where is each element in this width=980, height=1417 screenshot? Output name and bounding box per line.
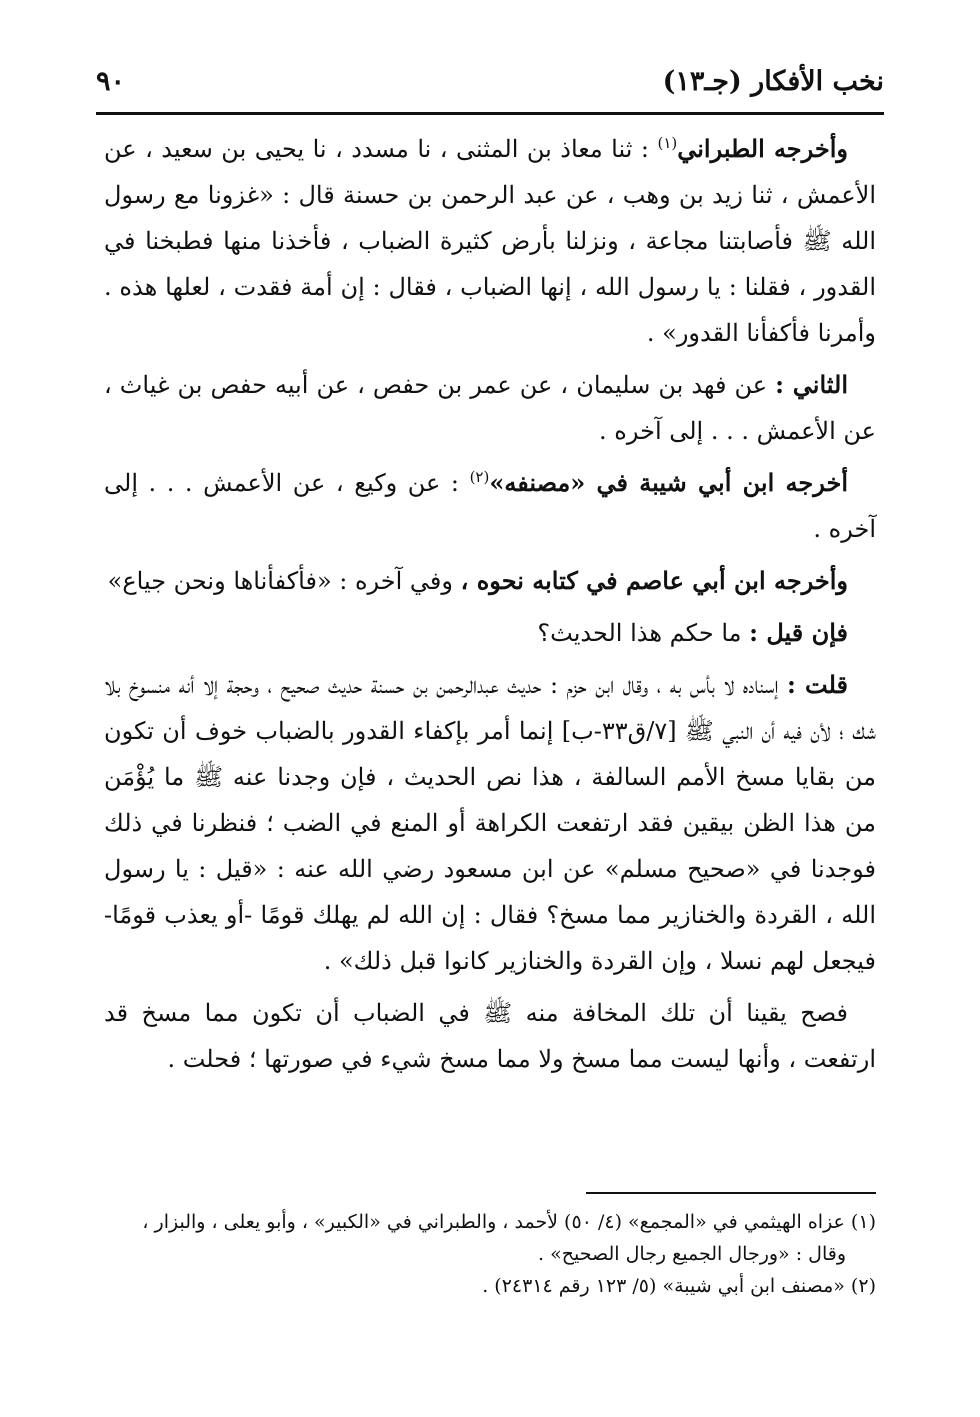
paragraph-tabarani [104,126,876,356]
paragraph-lead: أخرجه ابن أبي شيبة في «مصنفه» [489,468,848,497]
paragraph-lead: الثاني : [775,370,849,399]
footnote-ref-2[interactable]: (٢) [469,468,490,486]
header-rule [96,112,884,115]
paragraph-text: وفي آخره : «فأكفأناها ونحن جياع» [107,567,461,595]
paragraph-text: : عن وكيع ، عن الأعمش . . . إلى آخره . [104,469,876,543]
paragraph-lead: قلت : [786,670,848,699]
footnote-separator [586,1192,876,1194]
book-title: نخب الأفكار (جـ١٣) [662,66,884,97]
paragraph-question [104,610,876,656]
paragraph-lead: فإن قيل : [749,618,848,647]
paragraph-ibn-abi-shayba [104,460,876,552]
paragraph-text: عن فهد بن سليمان ، عن عمر بن حفص ، عن أبيه حفص بن غياث ، عن الأعمش . . . إلى آخره . [104,371,876,445]
paragraph-answer [104,662,876,984]
footnote-ref-1[interactable]: (١) [657,134,678,152]
paragraph-text: فصح يقينا أن تلك المخافة منه ﷺ في الضباب أن تكون مما مسخ قد ارتفعت ، وأنها ليست مما مسخ ولا مما مسخ شيء في صورتها ؛ فحلت . [104,999,876,1073]
paragraph-text: ما حكم هذا الحديث؟ [537,619,750,647]
paragraph-conclusion [104,990,876,1082]
paragraph-ibn-abi-asim [104,558,876,604]
paragraph-second-chain [104,362,876,454]
footnote-1: (١) عزاه الهيثمي في «المجمع» (٤/ ٥٠) لأحمد ، والطبراني في «الكبير» ، وأبو يعلى ، والبزار ، [142,1211,876,1233]
paragraph-text: : ثنا معاذ بن المثنى ، نا مسدد ، نا يحيى بن سعيد ، عن الأعمش ، ثنا زيد بن وهب ، عن عبد الرحمن بن حسنة قال : «غزونا مع رسول الله ﷺ فأصابتنا مجاعة ، ونزلنا بأرض كثيرة الضباب ، فأخذنا منها فطبخنا في القدور ، فقلنا : يا رسول الله ، إنها الضباب ، فقال : إن أمة فقدت ، لعلها هذه . وأمرنا فأكفأنا القدور» . [104,135,876,347]
paragraph-text: إسناده لا بأس به ، وقال ابن حزم : حديث عبدالرحمن بن حسنة حديث صحيح ، وحجة إلا أنه منسوخ بلا شك ؛ لأن فيه أن النبي ﷺ [٧/ق٣٣-ب] إنما أمر بإكفاء القدور بالضباب خوف أن تكون من بقايا مسخ الأمم السالفة ، هذا نص الحديث ، فإن وجدنا عنه ﷺ ما يُؤْمَن من هذا الظن بيقين فقد ارتفعت الكراهة أو المنع في الضب ؛ فنظرنا في ذلك فوجدنا في «صحيح مسلم» عن ابن مسعود رضي الله عنه : «قيل : يا رسول الله ، القردة والخنازير مما مسخ؟ فقال : إن الله لم يهلك قومًا -أو يعذب قومًا- فيجعل لهم نسلا ، وإن القردة والخنازير كانوا قبل ذلك» . [104,671,876,975]
paragraph-lead: وأخرجه ابن أبي عاصم في كتابه نحوه ، [460,566,848,595]
page-number: ٩٠ [96,66,126,97]
footnotes [104,1206,876,1302]
footnote-1-continued: وقال : «ورجال الجميع رجال الصحيح» . [538,1243,846,1265]
footnote-2: (٢) «مصنف ابن أبي شيبة» (٥/ ١٢٣ رقم ٢٤٣١٤) . [482,1275,876,1297]
paragraph-lead: وأخرجه الطبراني [677,134,848,163]
main-text [104,126,876,1088]
running-header [96,60,884,104]
